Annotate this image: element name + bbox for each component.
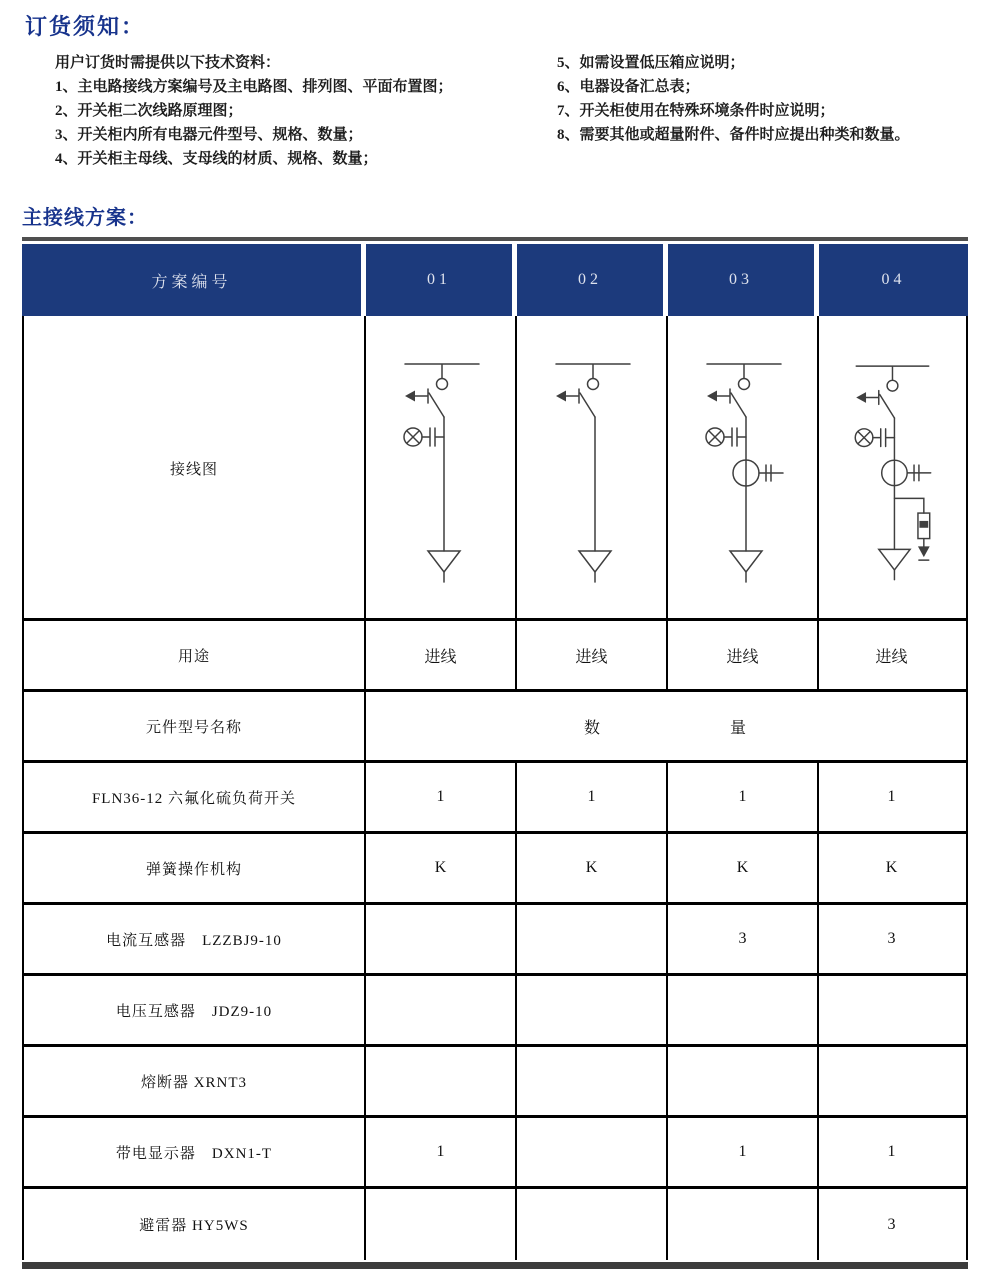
current-transformer-icon — [733, 460, 783, 486]
arrester-icon — [894, 498, 929, 560]
quantity-cell: 3 — [887, 1215, 896, 1233]
spring-mechanism-arrow-icon — [707, 389, 730, 403]
usage-value-03: 进线 — [668, 621, 819, 689]
busbar-icon — [856, 366, 929, 380]
quantity-cell — [517, 1189, 668, 1260]
quantity-cell: 1 — [366, 763, 517, 831]
order-notice-intro: 用户订货时需提供以下技术资料： — [55, 55, 281, 71]
wiring-diagram-row — [24, 316, 966, 621]
quantity-cell: K — [668, 834, 819, 902]
quantity-cell — [366, 1189, 517, 1260]
cable-terminal-icon — [730, 551, 762, 582]
quantity-cell — [517, 905, 668, 973]
usage-row-label: 用途 — [24, 621, 366, 689]
quantity-cell — [668, 1047, 819, 1115]
busbar-icon — [707, 364, 781, 378]
wiring-diagram-label: 接线图 — [24, 316, 366, 621]
quantity-cell — [819, 976, 964, 1044]
quantity-cell: 1 — [517, 763, 668, 831]
plan-number-header: 方案编号 — [22, 244, 366, 316]
quantity-merged-header — [366, 692, 964, 760]
scheme-table — [22, 237, 968, 1269]
single-line-diagram — [367, 316, 515, 621]
quantity-cell: 1 — [887, 788, 896, 805]
plan-id-01-header: 01 — [366, 244, 517, 316]
quantity-cell: 3 — [668, 905, 819, 973]
component-label: FLN36-12 六氟化硫负荷开关 — [24, 763, 366, 831]
usage-row — [24, 621, 966, 692]
order-notice-item-1: 1、主电路接线方案编号及主电路图、排列图、平面布置图； — [55, 79, 453, 95]
charged-display-icon — [404, 428, 444, 446]
component-label: 弹簧操作机构 — [24, 834, 366, 902]
switch-contact-icon — [436, 379, 447, 390]
spring-mechanism-arrow-icon — [405, 389, 428, 403]
usage-value-01: 进线 — [366, 621, 517, 689]
component-row-current-transformer — [24, 905, 966, 976]
quantity-cell — [517, 1118, 668, 1186]
wiring-diagram-scheme-04 — [819, 316, 964, 621]
switch-contact-icon — [738, 379, 749, 390]
component-label: 熔断器 XRNT3 — [24, 1047, 366, 1115]
single-line-diagram — [819, 316, 964, 621]
quantity-cell: K — [366, 834, 517, 902]
wiring-diagram-scheme-02 — [517, 316, 668, 621]
wiring-diagram-scheme-03 — [668, 316, 819, 621]
quantity-cell — [668, 1189, 819, 1260]
table-bottom-rule — [22, 1262, 968, 1269]
spring-mechanism-arrow-icon — [556, 389, 579, 403]
switch-contact-icon — [887, 380, 898, 391]
switch-blade-icon — [880, 395, 895, 419]
order-notice-item-7: 7、开关柜使用在特殊环境条件时应说明； — [557, 103, 835, 119]
quantity-cell: K — [885, 859, 898, 876]
quantity-cell: 1 — [887, 1143, 896, 1160]
quantity-cell — [366, 1047, 517, 1115]
component-label: 避雷器 HY5WS — [24, 1189, 366, 1260]
quantity-cell: 1 — [668, 1118, 819, 1186]
quantity-cell — [668, 976, 819, 1044]
quantity-header-left-char: 数 — [583, 719, 600, 737]
table-top-rule — [22, 237, 968, 241]
order-notice-left-column — [55, 51, 555, 171]
plan-id-03-header: 03 — [668, 244, 819, 316]
cable-terminal-icon — [879, 549, 910, 579]
component-label: 电压互感器 JDZ9-10 — [24, 976, 366, 1044]
scheme-section-title: 主接线方案： — [22, 207, 148, 229]
single-line-diagram — [518, 316, 666, 621]
component-header-label: 元件型号名称 — [24, 692, 366, 760]
table-body — [22, 316, 968, 1260]
quantity-cell: 3 — [887, 930, 896, 947]
component-row-charged-display — [24, 1118, 966, 1189]
usage-value-02: 进线 — [517, 621, 668, 689]
current-transformer-icon — [882, 460, 931, 485]
switch-contact-icon — [587, 379, 598, 390]
order-notice-item-3: 3、开关柜内所有电器元件型号、规格、数量； — [55, 127, 363, 143]
order-notice-right-column — [557, 51, 910, 171]
order-notice-item-4: 4、开关柜主母线、支母线的材质、规格、数量； — [55, 151, 378, 167]
quantity-cell: 1 — [668, 763, 819, 831]
quantity-cell — [819, 1047, 964, 1115]
quantity-header-right-char: 量 — [730, 719, 747, 737]
order-notice-item-8: 8、需要其他或超量附件、备件时应提出种类和数量。 — [557, 127, 910, 143]
table-header-row — [22, 244, 968, 316]
component-row-load-break-switch — [24, 763, 966, 834]
single-line-diagram — [669, 316, 817, 621]
component-header-row — [24, 692, 966, 763]
component-row-fuse — [24, 1047, 966, 1118]
order-notice-item-2: 2、开关柜二次线路原理图； — [55, 103, 243, 119]
switch-blade-icon — [731, 393, 746, 417]
quantity-cell — [517, 1047, 668, 1115]
usage-value-04: 进线 — [875, 648, 908, 666]
busbar-icon — [556, 364, 630, 378]
component-row-arrester — [24, 1189, 966, 1260]
component-label: 电流互感器 LZZBJ9-10 — [24, 905, 366, 973]
switch-blade-icon — [580, 393, 595, 417]
quantity-cell — [366, 976, 517, 1044]
spring-mechanism-arrow-icon — [856, 391, 879, 405]
order-notice-title: 订货须知： — [25, 14, 146, 39]
plan-id-04-header: 04 — [819, 244, 968, 316]
order-notice-columns — [25, 51, 990, 171]
component-label: 带电显示器 DXN1-T — [24, 1118, 366, 1186]
component-row-spring-mechanism — [24, 834, 966, 905]
plan-id-02-header: 02 — [517, 244, 668, 316]
cable-terminal-icon — [428, 551, 460, 582]
quantity-cell — [517, 976, 668, 1044]
switch-blade-icon — [429, 393, 444, 417]
cable-terminal-icon — [579, 551, 611, 582]
busbar-icon — [405, 364, 479, 378]
charged-display-icon — [855, 429, 894, 447]
component-row-voltage-transformer — [24, 976, 966, 1047]
wiring-diagram-scheme-01 — [366, 316, 517, 621]
charged-display-icon — [706, 428, 746, 446]
order-notice-section — [0, 0, 990, 171]
quantity-cell: K — [517, 834, 668, 902]
quantity-cell: 1 — [366, 1118, 517, 1186]
order-notice-item-5: 5、如需设置低压箱应说明； — [557, 55, 745, 71]
order-notice-item-6: 6、电器设备汇总表； — [557, 79, 700, 95]
quantity-cell — [366, 905, 517, 973]
